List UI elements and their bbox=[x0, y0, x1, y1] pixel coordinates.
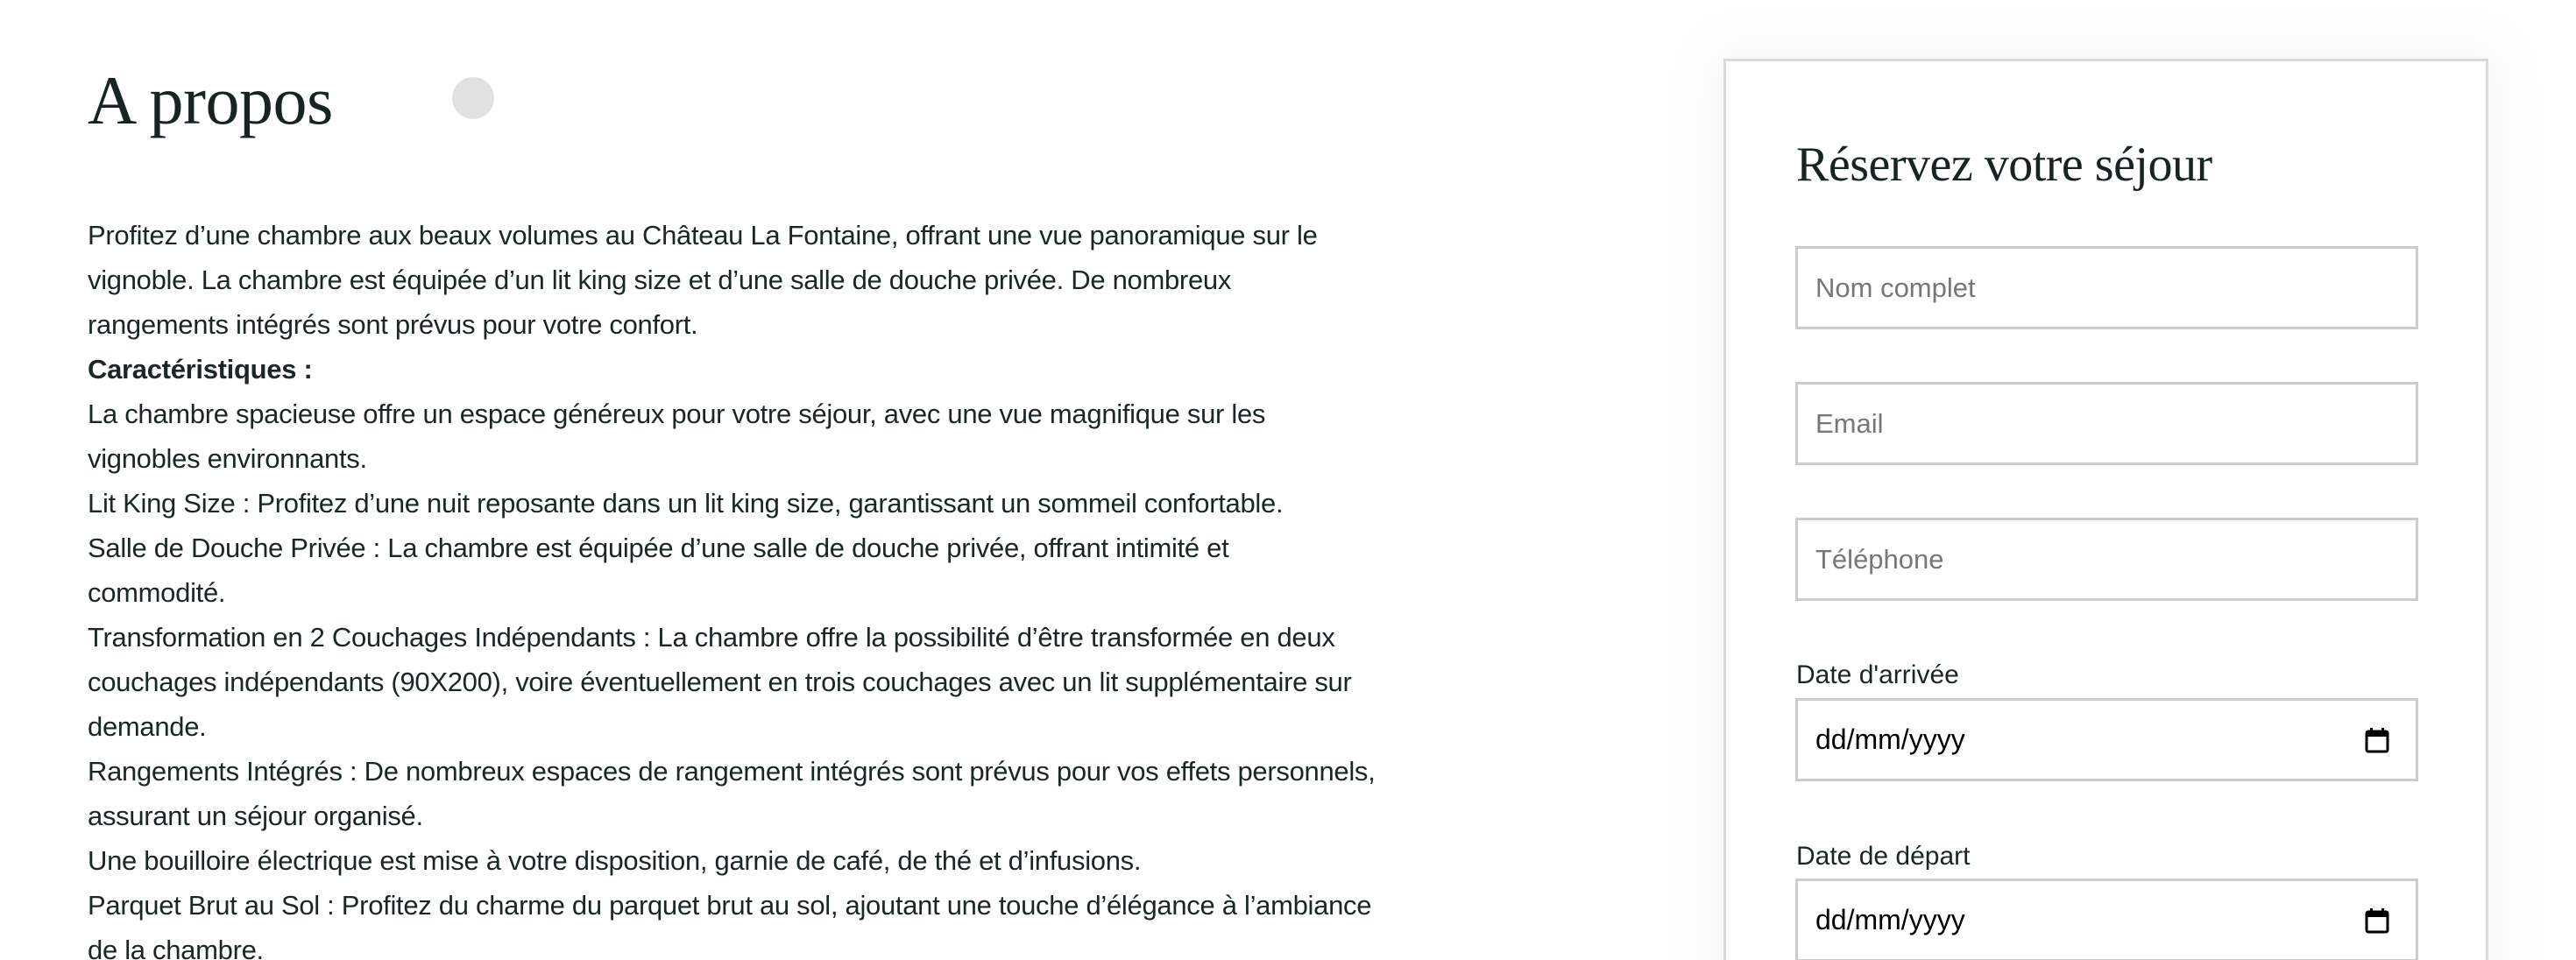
booking-form-panel bbox=[1723, 59, 2488, 960]
departure-date-value[interactable]: dd/mm/yyyy bbox=[1815, 904, 1965, 935]
email-input[interactable] bbox=[1815, 385, 2398, 462]
phone-field[interactable] bbox=[1795, 518, 2418, 601]
feature-line: Parquet Brut au Sol : Profitez du charme du parquet brut au sol, ajoutant une touche d’élégance à l’ambiance bbox=[88, 890, 1372, 921]
arrival-date-value[interactable]: dd/mm/yyyy bbox=[1815, 724, 1965, 755]
feature-line: couchages indépendants (90X200), voire éventuellement en trois couchages avec un lit supplémentaire sur bbox=[88, 667, 1352, 697]
description-line: vignoble. La chambre est équipée d’un lit king size et d’une salle de douche privée. De nombreux bbox=[88, 265, 1232, 295]
departure-date-label: Date de départ bbox=[1796, 842, 1971, 871]
calendar-icon[interactable] bbox=[2365, 727, 2389, 753]
feature-line: Lit King Size : Profitez d’une nuit reposante dans un lit king size, garantissant un sommeil confortable. bbox=[88, 488, 1284, 519]
feature-line: vignobles environnants. bbox=[88, 443, 367, 474]
arrival-date-input[interactable] bbox=[1795, 698, 2418, 781]
calendar-icon[interactable] bbox=[2365, 907, 2389, 934]
email-field[interactable] bbox=[1795, 382, 2418, 465]
full-name-input[interactable] bbox=[1815, 249, 2398, 327]
booking-title: Réservez votre séjour bbox=[1796, 138, 2212, 192]
description-line: rangements intégrés sont prévus pour votre confort. bbox=[88, 309, 698, 340]
feature-line: Rangements Intégrés : De nombreux espaces de rangement intégrés sont prévus pour vos effets personnels, bbox=[88, 756, 1376, 787]
phone-input[interactable] bbox=[1815, 520, 2398, 598]
full-name-field[interactable] bbox=[1795, 246, 2418, 329]
decorative-dot-icon bbox=[452, 77, 494, 119]
feature-line: Salle de Douche Privée : La chambre est équipée d’une salle de douche privée, offrant intimité et bbox=[88, 533, 1229, 563]
departure-date-input[interactable] bbox=[1795, 879, 2418, 960]
feature-line: demande. bbox=[88, 711, 207, 742]
description-line: Profitez d’une chambre aux beaux volumes au Château La Fontaine, offrant une vue panoramique sur le bbox=[88, 220, 1318, 251]
feature-line: de la chambre. bbox=[88, 935, 264, 960]
arrival-date-label: Date d'arrivée bbox=[1796, 660, 1959, 689]
feature-line: La chambre spacieuse offre un espace généreux pour votre séjour, avec une vue magnifique sur les bbox=[88, 399, 1266, 429]
features-heading: Caractéristiques : bbox=[88, 354, 313, 385]
feature-line: assurant un séjour organisé. bbox=[88, 801, 423, 831]
feature-line: Transformation en 2 Couchages Indépendants : La chambre offre la possibilité d’être transformée en deux bbox=[88, 622, 1335, 653]
about-title: A propos bbox=[88, 62, 333, 138]
about-description bbox=[88, 213, 1375, 960]
feature-line: Une bouilloire électrique est mise à votre disposition, garnie de café, de thé et d’infusions. bbox=[88, 845, 1142, 876]
feature-line: commodité. bbox=[88, 577, 226, 608]
